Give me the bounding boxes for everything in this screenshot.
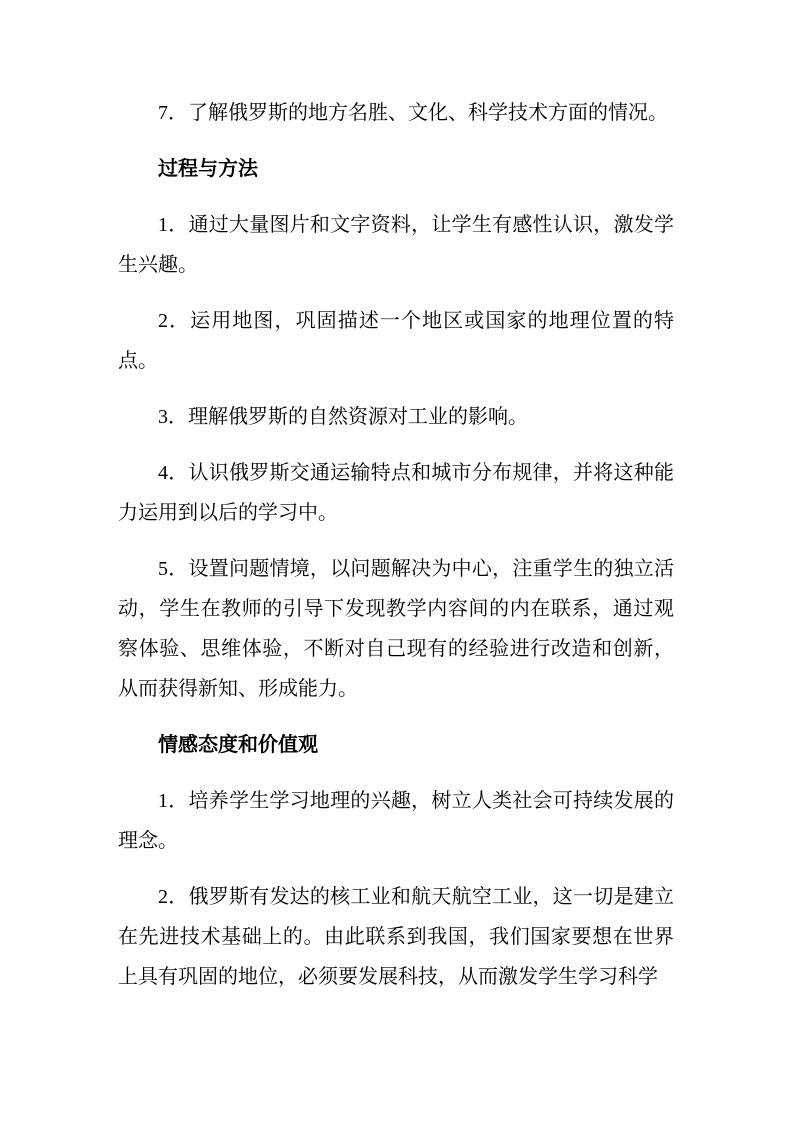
- paragraph-value-1: 1．培养学生学习地理的兴趣，树立人类社会可持续发展的理念。: [118, 790, 674, 852]
- document-body: [118, 93, 674, 997]
- section-heading-affective-values: 情感态度和价值观: [158, 734, 318, 756]
- paragraph-method-2: 2．运用地图，巩固描述一个地区或国家的地理位置的特点。: [118, 310, 674, 372]
- paragraph-method-3: 3．理解俄罗斯的自然资源对工业的影响。: [158, 406, 528, 428]
- paragraph-objective-item-7: 7．了解俄罗斯的地方名胜、文化、科学技术方面的情况。: [158, 102, 668, 124]
- paragraph-method-4: 4．认识俄罗斯交通运输特点和城市分布规律，并将这种能力运用到以后的学习中。: [118, 462, 674, 524]
- paragraph-value-2: 2．俄罗斯有发达的核工业和航天航空工业，这一切是建立在先进技术基础上的。由此联系到我国，我们国家要想在世界上具有巩固的地位，必须要发展科技，从而激发学生学习科学: [118, 886, 674, 988]
- paragraph-method-5: 5．设置问题情境，以问题解决为中心，注重学生的独立活动，学生在教师的引导下发现教学内容间的内在联系，通过观察体验、思维体验，不断对自己现有的经验进行改造和创新，从而获得新知、形成能力。: [118, 558, 674, 700]
- section-heading-process-methods: 过程与方法: [158, 158, 258, 180]
- paragraph-method-1: 1．通过大量图片和文字资料，让学生有感性认识，激发学生兴趣。: [118, 214, 674, 276]
